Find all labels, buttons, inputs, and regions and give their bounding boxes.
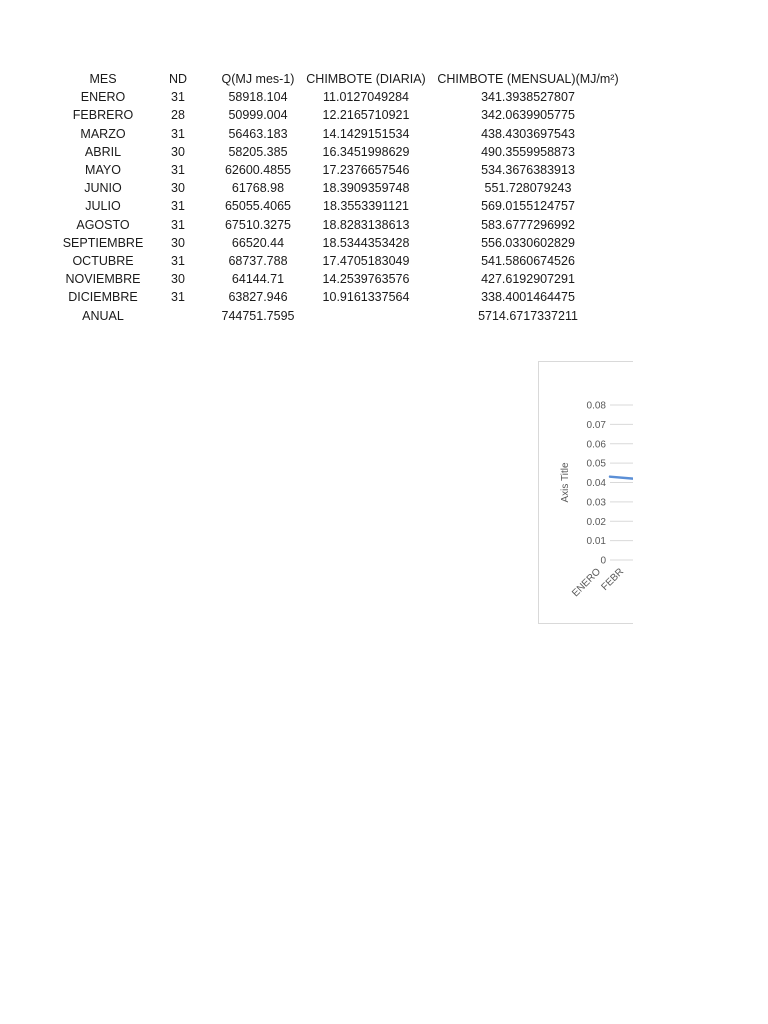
cell-q: 63827.946 xyxy=(228,290,288,305)
cell-chimbote-mensual: 534.3676383913 xyxy=(481,163,575,178)
cell-nd: 31 xyxy=(171,290,185,305)
cell-chimbote-diaria: 18.8283138613 xyxy=(322,217,410,232)
y-tick-label: 0 xyxy=(600,555,606,567)
header-mes: MES xyxy=(89,72,117,87)
cell-chimbote-diaria: 16.3451998629 xyxy=(322,144,410,159)
cell-chimbote-mensual: 556.0330602829 xyxy=(481,235,575,250)
cell-mes: ABRIL xyxy=(84,144,122,159)
cell-q: 66520.44 xyxy=(231,235,285,250)
cell-chimbote-diaria: 17.2376657546 xyxy=(322,163,410,178)
cell-nd: 28 xyxy=(171,108,185,123)
table-row xyxy=(62,270,628,288)
data-table xyxy=(62,70,628,325)
cell-q: 56463.183 xyxy=(228,126,288,141)
cell-q: 58205.385 xyxy=(228,144,288,159)
x-tick-label: ENERO xyxy=(570,566,604,600)
cell-chimbote-mensual: 583.6777296992 xyxy=(481,217,575,232)
cell-nd: 30 xyxy=(171,144,185,159)
table-row xyxy=(62,161,628,179)
cell-chimbote-diaria: 12.2165710921 xyxy=(322,108,410,123)
cell-chimbote-diaria: 14.2539763576 xyxy=(322,272,410,287)
cell-chimbote-mensual: 338.4001464475 xyxy=(481,290,575,305)
cell-q: 62600.4855 xyxy=(224,163,292,178)
cell-mes: ENERO xyxy=(80,90,126,105)
cell-nd: 31 xyxy=(171,126,185,141)
y-axis-title: Axis Title xyxy=(560,462,571,503)
cell-nd: 30 xyxy=(171,272,185,287)
line-chart xyxy=(539,362,633,623)
cell-mes: SEPTIEMBRE xyxy=(62,235,144,250)
table-row xyxy=(62,234,628,252)
y-tick-label: 0.01 xyxy=(586,536,606,548)
cell-chimbote-mensual: 438.4303697543 xyxy=(481,126,575,141)
cell-chimbote-diaria: 18.3909359748 xyxy=(322,181,410,196)
y-tick-label: 0.06 xyxy=(586,439,606,451)
cell-nd: 31 xyxy=(171,90,185,105)
cell-chimbote-diaria: 14.1429151534 xyxy=(322,126,410,141)
cell-nd: 30 xyxy=(171,235,185,250)
table-row xyxy=(62,106,628,124)
cell-mes: MAYO xyxy=(85,163,121,178)
cell-mes: MARZO xyxy=(80,126,126,141)
cell-q: 50999.004 xyxy=(228,108,288,123)
y-tick-label: 0.05 xyxy=(586,458,606,470)
cell-chimbote-mensual: 427.6192907291 xyxy=(481,272,575,287)
cell-q: 61768.98 xyxy=(231,181,285,196)
table-total-row xyxy=(62,306,628,324)
table-row xyxy=(62,88,628,106)
x-tick-label: FEBR xyxy=(599,566,627,593)
table-row xyxy=(62,179,628,197)
cell-q: 64144.71 xyxy=(231,272,285,287)
table-header-row xyxy=(62,70,628,88)
cell-chimbote-diaria: 18.5344353428 xyxy=(322,235,410,250)
cell-mes: FEBRERO xyxy=(72,108,134,123)
cell-chimbote-diaria: 11.0127049284 xyxy=(323,90,409,105)
cell-q: 68737.788 xyxy=(228,253,288,268)
cell-chimbote-mensual: 490.3559958873 xyxy=(481,144,575,159)
cell-q: 67510.3275 xyxy=(224,217,292,232)
cell-chimbote-mensual: 569.0155124757 xyxy=(481,199,575,214)
cell-nd: 31 xyxy=(171,253,185,268)
y-tick-label: 0.02 xyxy=(586,516,606,528)
table-row xyxy=(62,143,628,161)
table-row xyxy=(62,216,628,234)
y-tick-label: 0.07 xyxy=(586,419,606,431)
y-tick-label: 0.08 xyxy=(586,400,606,412)
cell-q: 58918.104 xyxy=(228,90,288,105)
header-chimbote-mensual: CHIMBOTE (MENSUAL)(MJ/m²) xyxy=(437,72,619,87)
table-row xyxy=(62,252,628,270)
cell-nd: 30 xyxy=(171,181,185,196)
table-row xyxy=(62,125,628,143)
chart-container[interactable] xyxy=(538,361,633,624)
cell-chimbote-mensual: 541.5860674526 xyxy=(481,253,575,268)
header-q: Q(MJ mes-1) xyxy=(221,72,295,87)
series-line xyxy=(610,477,633,479)
cell-nd: 31 xyxy=(171,217,185,232)
table-row xyxy=(62,288,628,306)
cell-mes: OCTUBRE xyxy=(72,253,134,268)
cell-chimbote-diaria: 17.4705183049 xyxy=(322,253,410,268)
cell-nd: 31 xyxy=(171,199,185,214)
cell-chimbote-diaria: 18.3553391121 xyxy=(323,199,409,214)
header-chimbote-diaria: CHIMBOTE (DIARIA) xyxy=(306,72,426,87)
cell-q: 65055.4065 xyxy=(224,199,292,214)
cell-mes: NOVIEMBRE xyxy=(65,272,141,287)
y-tick-label: 0.03 xyxy=(586,497,606,509)
table-row xyxy=(62,197,628,215)
cell-chimbote-diaria: 10.9161337564 xyxy=(322,290,410,305)
y-tick-label: 0.04 xyxy=(586,478,606,489)
cell-chimbote-mensual: 342.0639905775 xyxy=(481,108,575,123)
cell-mes: AGOSTO xyxy=(76,217,130,232)
cell-mes: DICIEMBRE xyxy=(68,290,138,305)
cell-mes: JUNIO xyxy=(84,181,122,196)
cell-chimbote-mensual: 341.3938527807 xyxy=(481,90,575,105)
cell-mes: JULIO xyxy=(85,199,121,214)
cell-chimbote-mensual: 551.728079243 xyxy=(484,181,572,196)
cell-mes: ANUAL xyxy=(82,308,124,323)
header-nd: ND xyxy=(168,72,188,87)
cell-chimbote-mensual: 5714.6717337211 xyxy=(478,308,578,323)
table-body xyxy=(62,88,628,324)
cell-nd: 31 xyxy=(171,163,185,178)
cell-q: 744751.7595 xyxy=(221,308,295,323)
